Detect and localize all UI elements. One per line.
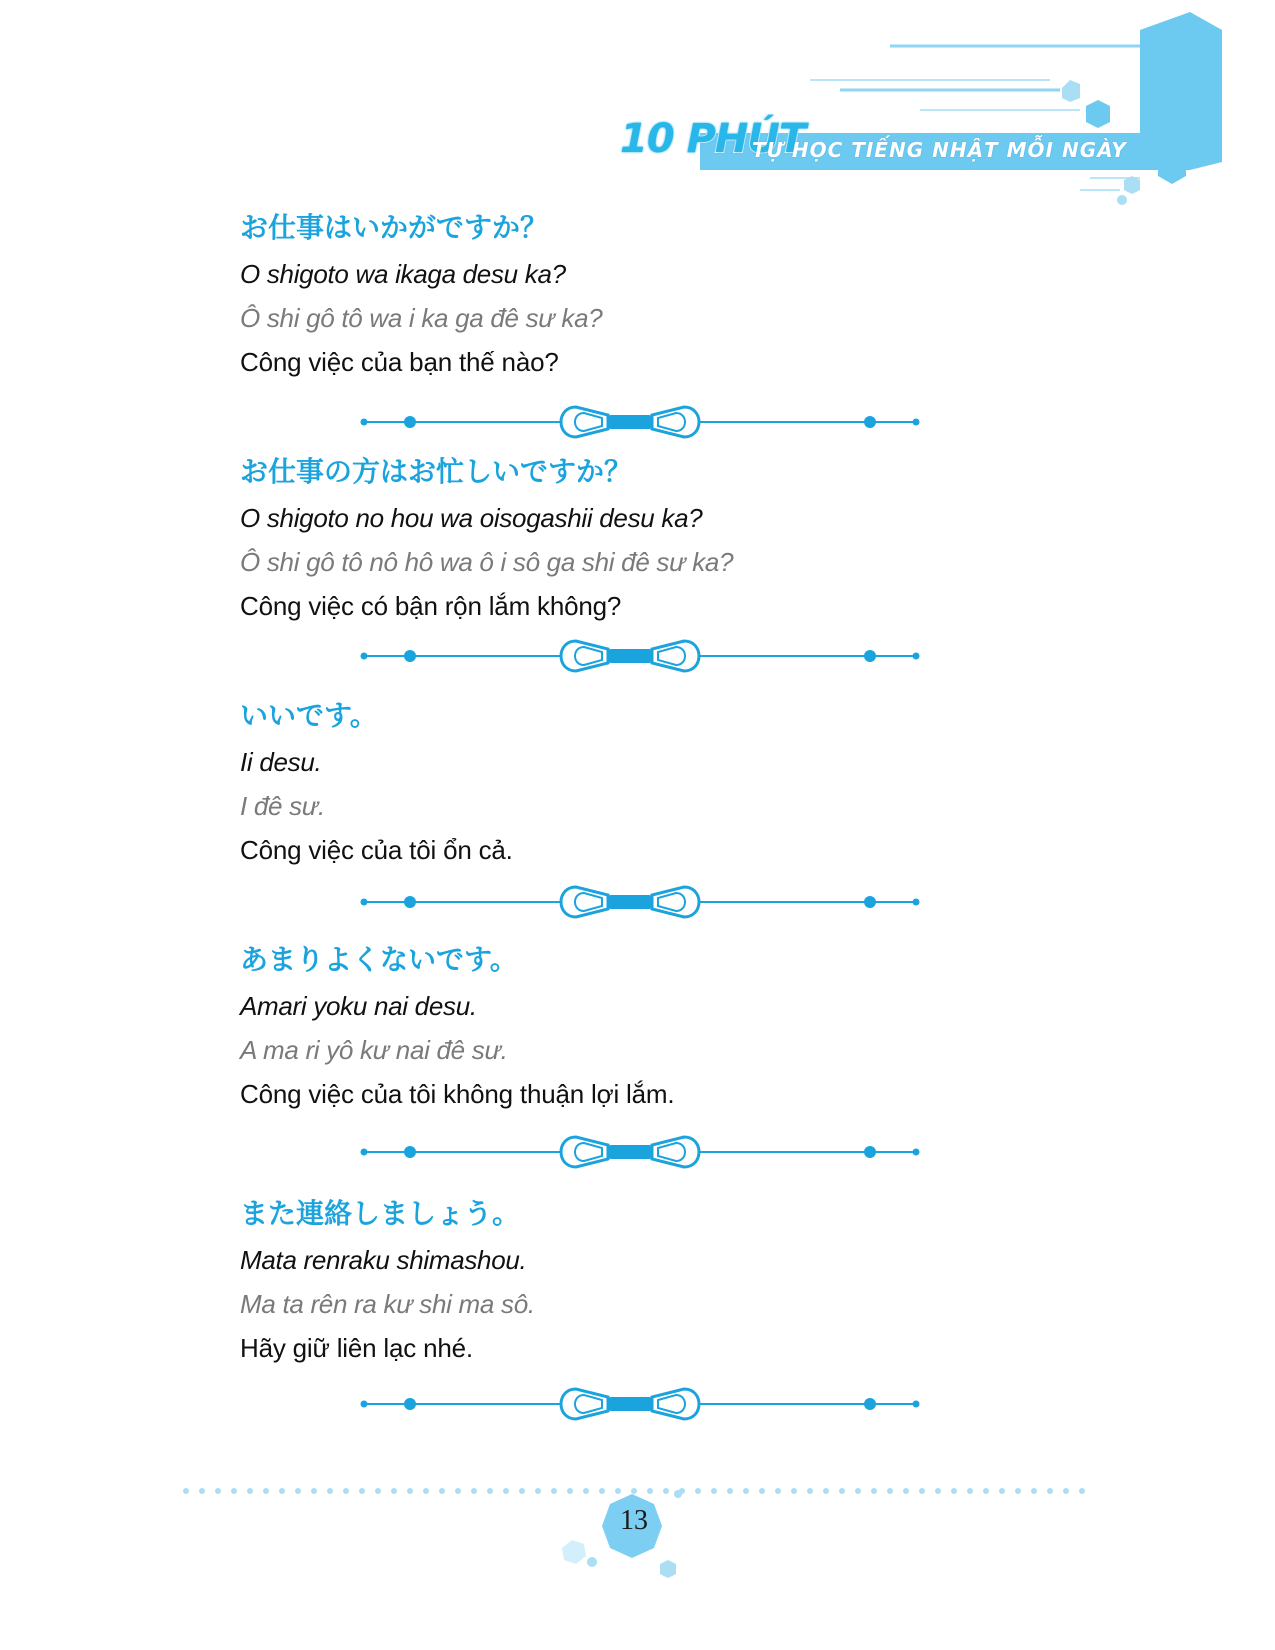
- brand-tagline: TỰ HỌC TIẾNG NHẬT MỖI NGÀY: [752, 138, 1127, 162]
- phonetic-reading: Ô shi gô tô nô hô wa ô i sô ga shi đê sư ka?: [240, 547, 734, 577]
- japanese-phrase: いいです。: [240, 699, 378, 732]
- phrase-entry: [240, 452, 1060, 628]
- ornament-divider: [360, 636, 920, 676]
- page-number: 13: [620, 1505, 648, 1536]
- vietnamese-meaning: Công việc có bận rộn lắm không?: [240, 591, 622, 621]
- romaji-reading: O shigoto wa ikaga desu ka?: [240, 259, 566, 289]
- romaji-reading: Mata renraku shimashou.: [240, 1245, 527, 1275]
- phonetic-reading: Ô shi gô tô wa i ka ga đê sư ka?: [240, 303, 603, 333]
- phrase-entry: [240, 1194, 1060, 1370]
- vietnamese-meaning: Công việc của tôi không thuận lợi lắm.: [240, 1079, 675, 1109]
- romaji-reading: Amari yoku nai desu.: [240, 991, 477, 1021]
- vietnamese-meaning: Công việc của bạn thế nào?: [240, 347, 559, 377]
- ornament-divider: [360, 882, 920, 922]
- phonetic-reading: I đê sư.: [240, 791, 325, 821]
- japanese-phrase: お仕事の方はお忙しいですか？: [240, 455, 633, 488]
- phrase-entry: [240, 696, 1060, 872]
- ornament-divider: [360, 1384, 920, 1424]
- ornament-divider: [360, 1132, 920, 1172]
- romaji-reading: O shigoto no hou wa oisogashii desu ka?: [240, 503, 703, 533]
- brand-title: 10 PHÚT: [620, 116, 806, 162]
- header-decoration: [0, 0, 1275, 220]
- vietnamese-meaning: Hãy giữ liên lạc nhé.: [240, 1333, 473, 1363]
- japanese-phrase: あまりよくないです。: [240, 943, 518, 976]
- romaji-reading: Ii desu.: [240, 747, 322, 777]
- ornament-divider: [360, 402, 920, 442]
- phonetic-reading: Ma ta rên ra kư shi ma sô.: [240, 1289, 535, 1319]
- phrase-entry: [240, 208, 1060, 384]
- phonetic-reading: A ma ri yô kư nai đê sư.: [240, 1035, 508, 1065]
- phrase-entry: [240, 940, 1060, 1116]
- japanese-phrase: お仕事はいかがですか？: [240, 211, 549, 244]
- japanese-phrase: また連絡しましょう。: [240, 1197, 521, 1230]
- header-banner: [0, 0, 1275, 220]
- vietnamese-meaning: Công việc của tôi ổn cả.: [240, 835, 513, 865]
